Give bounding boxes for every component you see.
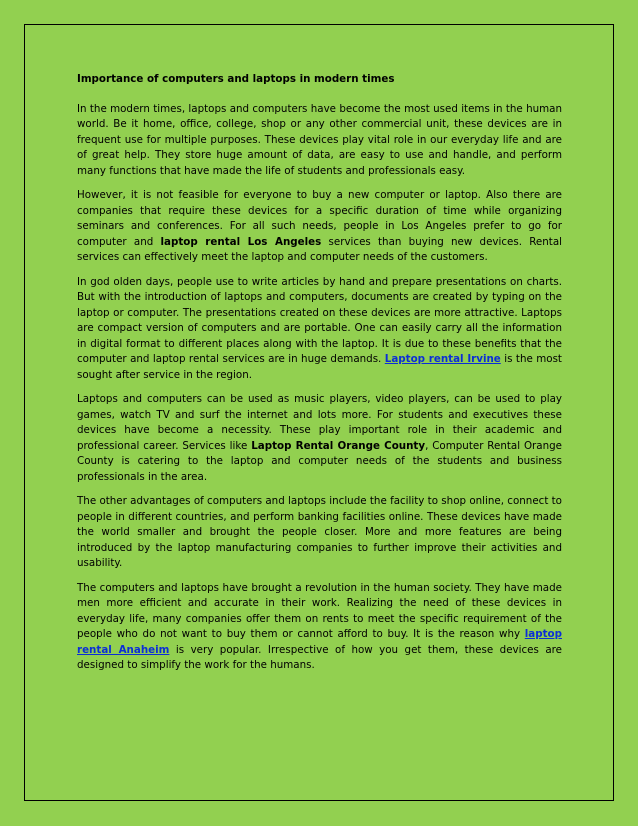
paragraph-1: In the modern times, laptops and computers have become the most used items in the human world. Be it home, office, college, shop or any other commercial unit, these devices are in frequent use for multiple purposes. These devices play vital role in our everyday life and are of great help. They store huge amount of data, are easy to use and handle, and perform many functions that have made the life of students and professionals easy. xyxy=(77,102,562,177)
paragraph-6 xyxy=(77,581,562,674)
link-laptop-rental-anaheim[interactable]: laptop rental Anaheim xyxy=(77,628,562,656)
paragraph-2-text-b: services than buying new devices. Rental services can effectively meet the laptop and computer needs of the customers. xyxy=(77,235,562,263)
paragraph-5: The other advantages of computers and laptops include the facility to shop online, connect to people in different countries, and perform banking facilities online. These devices have made the world smaller and brought the people closer. More and more features are being introduced by the laptop manufacturing companies to further improve their activities and usability. xyxy=(77,495,562,569)
paragraph-3-text-a: In god olden days, people use to write articles by hand and prepare presentations on charts. But with the introduction of laptops and computers, documents are created by typing on the laptop or computer. The presentations created on these devices are more attractive. Laptops are compact version of computers and are portable. One can easily carry all the information in digital format to different places along with the laptop. It is due to these benefits that the computer and laptop rental services are in huge demands. xyxy=(77,275,562,365)
paragraph-2 xyxy=(77,188,562,266)
paragraph-3-text-b: is the most sought after service in the region. xyxy=(77,353,562,381)
paragraph-6-text-a: The computers and laptops have brought a revolution in the human society. They have made men more efficient and accurate in their work. Realizing the need of these devices in everyday life, many companies offer them on rents to meet the specific requirement of the people who do not want to buy them or cannot afford to buy. It is the reason why xyxy=(77,581,562,640)
paragraph-3 xyxy=(77,275,562,384)
link-laptop-rental-irvine[interactable]: Laptop rental Irvine xyxy=(384,353,501,365)
paragraph-6-text-b: is very popular. Irrespective of how you get them, these devices are designed to simplify the work for the humans. xyxy=(77,643,562,671)
paragraph-4-text-a: Laptops and computers can be used as music players, video players, can be used to play games, watch TV and surf the internet and lots more. For students and executives these devices have become a necessity. These play important role in their academic and professional career. Services like xyxy=(77,393,562,452)
paragraph-4-text-b: , Computer Rental Orange County is catering to the laptop and computer needs of the students and business professionals in the area. xyxy=(77,439,562,483)
keyword-laptop-rental-los-angeles: laptop rental Los Angeles xyxy=(160,235,322,248)
document-body xyxy=(77,72,562,683)
keyword-laptop-rental-orange-county: Laptop Rental Orange County xyxy=(251,439,426,452)
document-title: Importance of computers and laptops in modern times xyxy=(77,73,395,85)
paragraph-4 xyxy=(77,392,562,485)
paragraph-2-text-a: However, it is not feasible for everyone to buy a new computer or laptop. Also there are companies that require these devices for a specific duration of time while organizing seminars and conferences. For all such needs, people in Los Angeles prefer to go for computer and xyxy=(77,189,562,248)
